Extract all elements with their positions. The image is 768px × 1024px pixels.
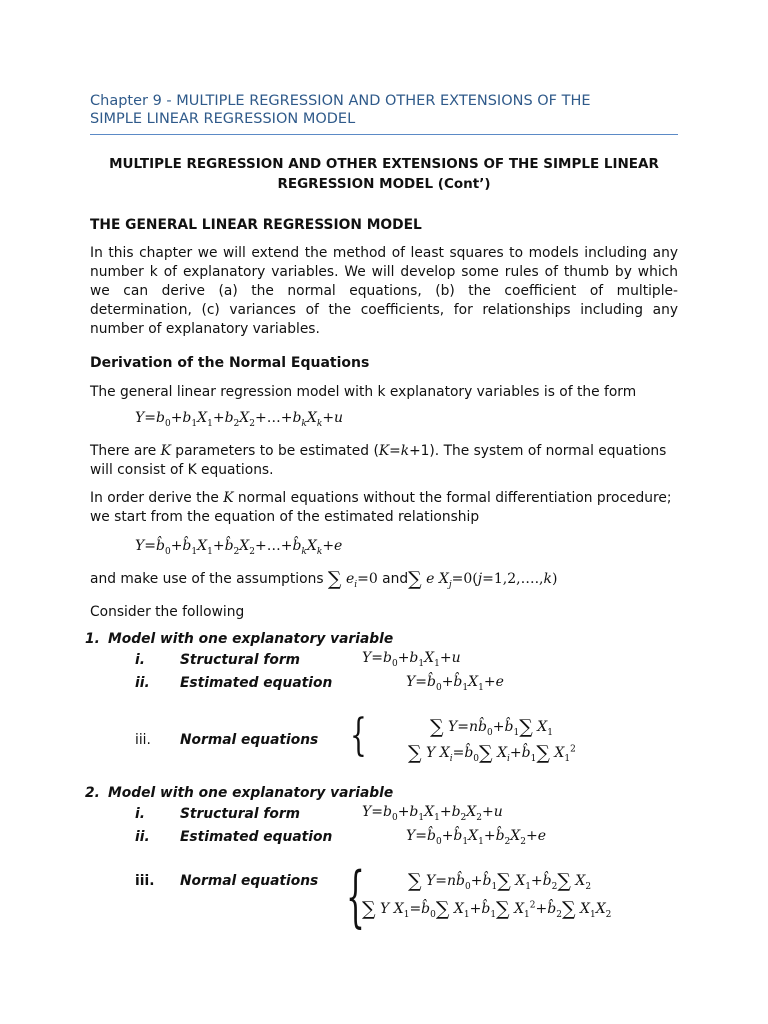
model2-iii-number: iii.	[135, 873, 155, 889]
model1-normal-equation-2: ∑ Y $X_i=b̂_0\sum$ $X_i+b̂_1\sum$ $X_1^2$	[408, 742, 576, 764]
chapter-heading	[90, 92, 680, 128]
parameters-paragraph: There are K parameters to be estimated (K=k+1). The system of normal equations will consist of K equations.	[90, 443, 667, 478]
estimated-model-equation: $Y=b̂_0+b̂_1X_1+b̂_2X_2+\dots+b̂_kX_k+e$	[135, 538, 343, 557]
assumptions-and: and	[382, 571, 409, 587]
model2-ii-number: ii.	[135, 829, 150, 845]
document-title-line1: MULTIPLE REGRESSION AND OTHER EXTENSIONS OF THE SIMPLE LINEAR	[109, 156, 659, 172]
model2-number: 2.	[85, 785, 100, 801]
model1-ii-number: ii.	[135, 675, 150, 691]
derivation-paragraph: In order derive the K normal equations without the formal differentiation procedure; we start from the equation of the estimated relationship	[90, 490, 672, 525]
derivation-text-a: In order derive the	[90, 490, 224, 506]
model1-i-number: i.	[135, 652, 145, 668]
assumptions-text: and make use of the assumptions	[90, 571, 324, 587]
general-model-equation: $Y=b_0+b_1X_1+b_2X_2+\dots+b_kX_k+u$	[135, 410, 344, 429]
general-model-intro: The general linear regression model with k explanatory variables is of the form	[90, 384, 637, 400]
section-heading-normal-equations: Derivation of the Normal Equations	[90, 355, 370, 371]
model2-structural-equation: $Y=b_0+b_1X_1+b_2X_2+u$	[362, 804, 503, 823]
model1-normal-equation-1: ∑ $Y=nb̂_0+b̂_1\sum$ $X_1$	[430, 716, 553, 738]
model1-number: 1.	[85, 631, 100, 647]
model2-i-number: i.	[135, 806, 145, 822]
model1-title: Model with one explanatory variable	[108, 631, 394, 647]
model2-normal-label: Normal equations	[180, 873, 319, 889]
model2-title: Model with one explanatory variable	[108, 785, 394, 801]
derivation-text-b: normal equations without the formal differentiation procedure; we start from the equation of the estimated relationship	[90, 490, 672, 525]
chapter-heading-line1: Chapter 9 - MULTIPLE REGRESSION AND OTHER EXTENSIONS OF THE	[90, 93, 591, 109]
model1-normal-label: Normal equations	[180, 732, 319, 748]
model2-brace: {	[346, 858, 365, 935]
model2-estimated-equation: $Y=b̂_0+b̂_1X_1+b̂_2X_2+e$	[406, 828, 546, 847]
document-title	[90, 154, 678, 194]
model1-estimated-equation: $Y=b̂_0+b̂_1X_1+e$	[406, 674, 504, 693]
parameters-text-b: parameters to be estimated (	[170, 443, 379, 459]
model2-normal-equation-2: ∑ Y $X_1=b̂_0\sum$ $X_1+b̂_1\sum$ $X_1^2+b̂_2\sum$ $X_1X_2$	[362, 898, 612, 920]
model1-structural-equation: $Y=b_0+b_1X_1+u$	[362, 650, 461, 669]
model2-structural-label: Structural form	[180, 806, 301, 822]
section-paragraph-intro: In this chapter we will extend the method of least squares to models including any number k of explanatory variables. We will develop some rules of thumb by which we can derive (a) the normal equations, (b) the coefficient of multiple-determination, (c) variances of the coefficients, for relationships including any number of explanatory variables.	[90, 245, 678, 337]
consider-text: Consider the following	[90, 604, 245, 620]
chapter-heading-line2: SIMPLE LINEAR REGRESSION MODEL	[90, 111, 356, 127]
model1-iii-number: iii.	[135, 732, 151, 748]
assumptions-paragraph: and make use of the assumptions ∑ $e_i=0$ and∑ e $X_j=0(j=1,2,\dots.,k)$	[90, 568, 558, 590]
model1-structural-label: Structural form	[180, 652, 301, 668]
model2-estimated-label: Estimated equation	[180, 829, 333, 845]
section-heading-general-model: THE GENERAL LINEAR REGRESSION MODEL	[90, 217, 422, 233]
heading-divider	[90, 134, 678, 135]
parameters-text-a: There are	[90, 443, 161, 459]
document-title-line2: REGRESSION MODEL (Cont’)	[277, 176, 491, 192]
model1-estimated-label: Estimated equation	[180, 675, 333, 691]
model2-normal-equation-1: ∑ $Y=nb̂_0+b̂_1\sum$ $X_1+b̂_2\sum$ $X_2$	[408, 870, 592, 892]
parameters-text-c: ). The system of normal equations will consist of K equations.	[90, 443, 667, 478]
model1-brace: {	[350, 710, 367, 761]
